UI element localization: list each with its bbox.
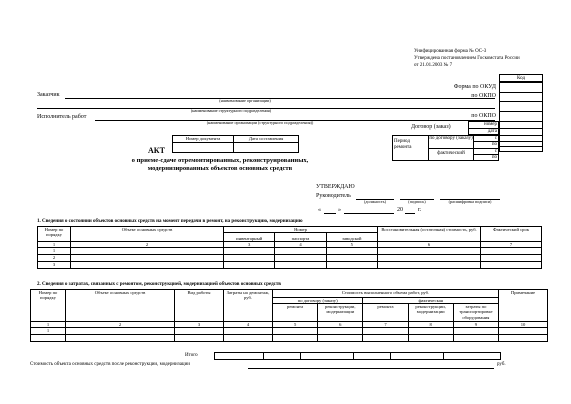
s1-cell[interactable] xyxy=(378,255,481,262)
quote-open: « xyxy=(318,207,321,213)
position-hint: (должность) xyxy=(364,199,386,204)
s2-table-row xyxy=(31,328,548,335)
s1-cell[interactable] xyxy=(71,255,224,262)
customer-hint: (наименование организации) xyxy=(219,98,271,103)
s2-col-num: 2 xyxy=(66,322,175,328)
section1-title: 1. Сведения о состоянии объектов основных средств на момент передачи в ремонт, на реконструкцию, модернизацию xyxy=(37,219,303,224)
s1-header-passport: паспорта xyxy=(275,233,326,242)
form-header-line2: Утверждена постановлением Госкомстата России xyxy=(414,56,520,61)
s2-header-order: Номер по порядку xyxy=(31,290,66,322)
s2-cell[interactable] xyxy=(224,335,273,342)
s1-cell[interactable] xyxy=(275,248,326,255)
contractor-label: Исполнитель работ xyxy=(37,114,87,120)
s2-cell[interactable] xyxy=(66,328,175,335)
s1-table-row xyxy=(38,262,542,269)
s2-cell[interactable] xyxy=(31,335,66,342)
s1-col-num: 1 xyxy=(38,242,71,248)
okpo-label: по ОКПО xyxy=(471,93,496,99)
s2-cell[interactable] xyxy=(175,335,224,342)
head-label: Руководитель xyxy=(316,193,351,199)
s1-header-actual-term: Фактический срок xyxy=(481,227,542,242)
section2-table xyxy=(30,289,548,342)
repair-actual-label: фактический xyxy=(437,151,465,156)
s1-cell[interactable] xyxy=(275,255,326,262)
s2-col-num: 4 xyxy=(224,322,273,328)
repair-period-label: Период ремонта xyxy=(394,139,412,150)
signature-hint: (подпись) xyxy=(408,199,426,204)
act-title: АКТ xyxy=(148,146,165,155)
contract-date-label: дата xyxy=(487,129,497,134)
s1-cell[interactable] xyxy=(71,262,224,269)
okpo2-label: по ОКПО xyxy=(471,113,496,119)
s1-cell[interactable] xyxy=(326,262,377,269)
contract-number-label: номер xyxy=(484,122,497,127)
repair-from-label: с xyxy=(494,136,497,141)
s1-cell[interactable] xyxy=(378,248,481,255)
act-subtitle-line2: модернизированных объектов основных средств xyxy=(147,165,293,172)
total-cell[interactable] xyxy=(444,353,501,360)
s2-header-reconstruction2: реконструкции, модернизации xyxy=(408,304,453,322)
doc-number-table xyxy=(172,135,299,153)
s2-cell[interactable] xyxy=(318,328,363,335)
repair-by-contract-label: по договору (заказу) xyxy=(429,136,473,141)
s2-header-work-type: Вид работы xyxy=(175,290,224,322)
s2-header-note: Примечание xyxy=(499,290,548,322)
section2-title: 2. Сведения о затратах, связанных с ремонтом, реконструкцией, модернизацией объектов основных средств xyxy=(37,282,281,287)
total-cell[interactable] xyxy=(301,353,354,360)
s1-cell[interactable] xyxy=(326,248,377,255)
s2-cell[interactable] xyxy=(273,335,318,342)
decoding-hint: (расшифровка подписи) xyxy=(448,199,492,204)
s1-col-num: 4 xyxy=(275,242,326,248)
s2-cell[interactable] xyxy=(453,328,498,335)
month-field-line[interactable] xyxy=(344,213,394,214)
s1-header-number-group: Номер xyxy=(224,227,378,233)
s2-col-num: 8 xyxy=(408,322,453,328)
total-label: Итого xyxy=(185,353,198,358)
repair-to2-label: по xyxy=(491,155,497,160)
s1-col-num: 2 xyxy=(71,242,224,248)
okud-label: Форма по ОКУД xyxy=(453,84,496,90)
s2-cell[interactable] xyxy=(408,335,453,342)
year-prefix: 20 xyxy=(397,207,403,213)
s2-header-by-contract: по договору (заказу) xyxy=(273,298,363,304)
doc-number-cell[interactable] xyxy=(173,143,234,153)
s1-cell[interactable] xyxy=(481,255,542,262)
s1-table-row xyxy=(38,248,542,255)
s1-header-object: Объект основных средств xyxy=(71,227,224,242)
s2-header-actual: фактическая xyxy=(363,298,499,304)
doc-date-cell[interactable] xyxy=(234,143,299,153)
s2-col-num: 7 xyxy=(363,322,408,328)
section1-table xyxy=(37,226,542,269)
s1-col-num: 7 xyxy=(481,242,542,248)
s1-header-inventory: инвентарный xyxy=(224,233,275,242)
s2-cell[interactable] xyxy=(66,335,175,342)
s1-cell[interactable] xyxy=(224,262,275,269)
s2-header-cost-group: Стоимость выполненного объема работ, руб. xyxy=(273,290,499,298)
currency-label: руб. xyxy=(497,362,506,367)
s1-header-residual: Восстановительная (остаточная) стоимость, руб. xyxy=(378,227,481,242)
quote-close: » xyxy=(338,207,341,213)
s2-cell[interactable] xyxy=(318,335,363,342)
s2-col-num: 3 xyxy=(175,322,224,328)
s2-table-row xyxy=(31,335,548,342)
s2-header-dismantling: Затраты на демонтаж, руб. xyxy=(224,290,273,322)
total-cell[interactable] xyxy=(354,353,391,360)
day-field-line[interactable] xyxy=(324,213,336,214)
s2-cell[interactable] xyxy=(363,328,408,335)
s1-row-num: 2 xyxy=(38,255,71,262)
s2-cell[interactable] xyxy=(224,328,273,335)
s2-cell[interactable] xyxy=(363,335,408,342)
contract-label: Договор (заказ) xyxy=(411,124,451,130)
year-field-line[interactable] xyxy=(405,213,415,214)
repair-from2-label: с xyxy=(494,149,497,154)
total-cell[interactable] xyxy=(391,353,444,360)
s1-row-num: 1 xyxy=(38,248,71,255)
customer-label: Заказчик xyxy=(37,92,60,98)
s2-cell[interactable] xyxy=(499,328,548,335)
codes-title-cell xyxy=(499,74,543,82)
s2-header-transport: затраты по транспортировке оборудования xyxy=(453,304,498,322)
s2-col-num: 6 xyxy=(318,322,363,328)
s1-cell[interactable] xyxy=(481,262,542,269)
s1-col-num: 5 xyxy=(326,242,377,248)
s2-cell[interactable] xyxy=(175,328,224,335)
s1-table-row xyxy=(38,255,542,262)
total-cell[interactable] xyxy=(215,353,264,360)
s2-col-num: 10 xyxy=(499,322,548,328)
s2-header-repair: ремонта xyxy=(273,304,318,322)
s2-cell[interactable] xyxy=(408,328,453,335)
cost-after-label: Стоимость объекта основных средств после реконструкции, модернизации xyxy=(30,362,190,367)
form-header-line1: Унифицированная форма № ОС-3 xyxy=(414,49,487,54)
s1-header-factory: заводской xyxy=(326,233,377,242)
act-subtitle-line1: о приеме-сдаче отремонтированных, реконструированных, xyxy=(131,157,309,164)
s1-cell[interactable] xyxy=(378,262,481,269)
approve-label: УТВЕРЖДАЮ xyxy=(316,184,355,190)
s1-cell[interactable] xyxy=(481,248,542,255)
s1-cell[interactable] xyxy=(71,248,224,255)
total-table xyxy=(214,352,549,360)
s2-cell[interactable] xyxy=(499,335,548,342)
form-header-line3: от 21.01.2003 № 7 xyxy=(414,63,453,68)
s2-header-repair2: ремонта xyxy=(363,304,408,322)
s2-cell[interactable] xyxy=(273,328,318,335)
contractor-hint: (наименование организации (структурного подразделения)) xyxy=(206,120,314,125)
s2-col-num: 5 xyxy=(273,322,318,328)
s1-header-order: Номер по порядку xyxy=(38,227,71,242)
year-suffix: г. xyxy=(418,207,422,213)
codes-title: Код xyxy=(517,76,525,81)
s2-header-reconstruction: реконструкции, модернизации xyxy=(318,304,363,322)
s2-cell[interactable] xyxy=(453,335,498,342)
s2-row-num: 1 xyxy=(31,328,66,335)
s1-row-num: 3 xyxy=(38,262,71,269)
division-hint: (наименование структурного подразделения) xyxy=(190,108,272,113)
doc-date-header: Дата составления xyxy=(234,136,299,143)
s1-cell[interactable] xyxy=(224,248,275,255)
s1-cell[interactable] xyxy=(275,262,326,269)
s2-header-object: Объект основных средств xyxy=(66,290,175,322)
s1-col-num: 6 xyxy=(378,242,481,248)
total-cell[interactable] xyxy=(264,353,301,360)
s1-col-num: 3 xyxy=(224,242,275,248)
repair-to-label: по xyxy=(491,142,497,147)
cost-after-field-line[interactable] xyxy=(248,368,494,369)
s2-col-num: 9 xyxy=(453,322,498,328)
doc-number-header: Номер документа xyxy=(173,136,234,143)
s1-cell[interactable] xyxy=(224,255,275,262)
s2-col-num: 1 xyxy=(31,322,66,328)
s1-cell[interactable] xyxy=(326,255,377,262)
